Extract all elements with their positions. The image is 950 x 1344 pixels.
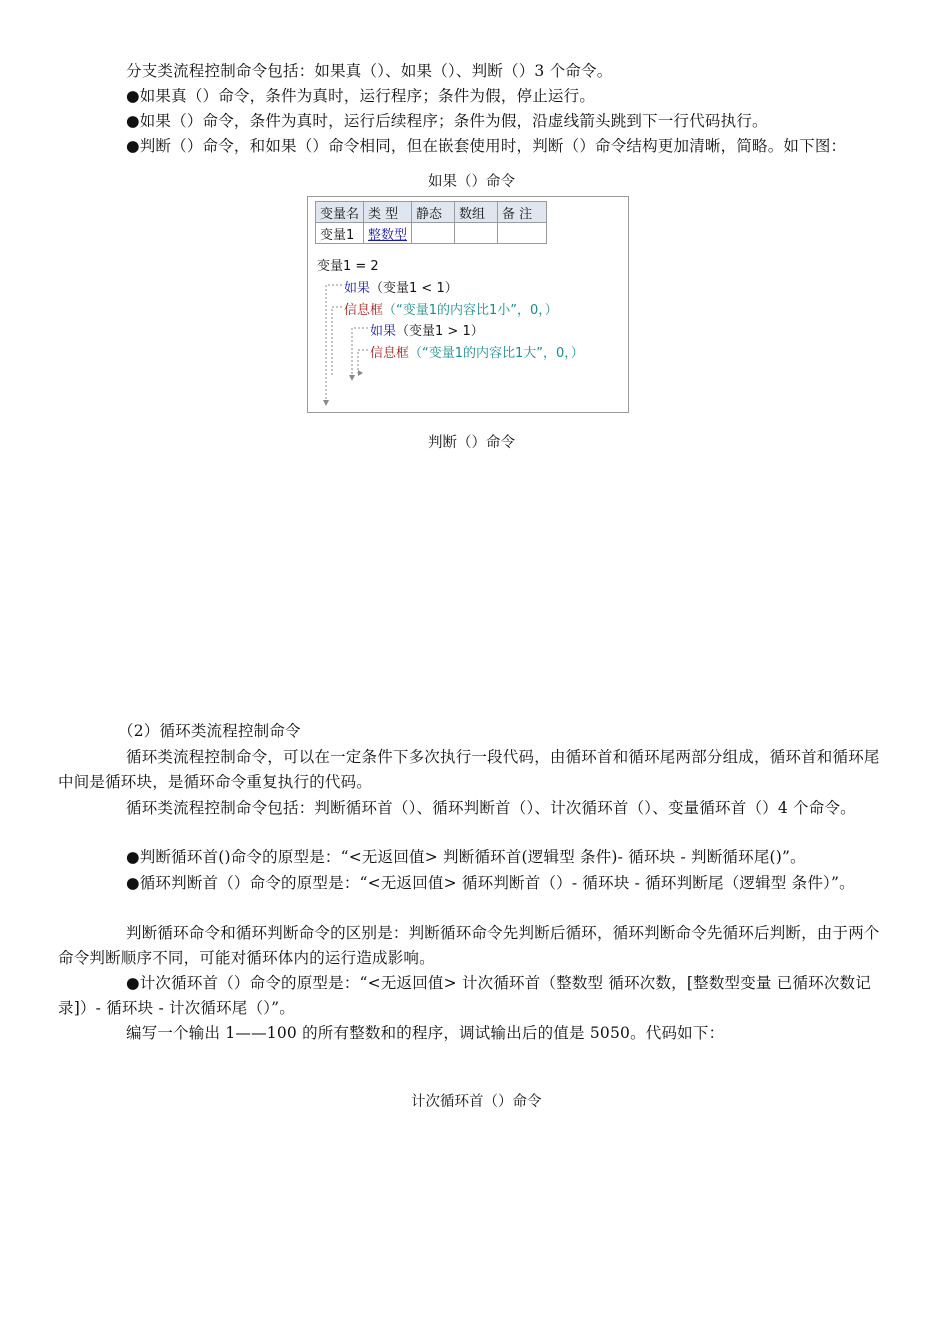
paragraph-loop-list: 循环类流程控制命令包括：判断循环首（）、循环判断首（）、计次循环首（）、变量循环首（）4 个命令。 — [126, 799, 856, 817]
bullet-jicixunhuan: ●计次循环首（）命令的原型是：“<无返回值> 计次循环首（整数型 循环次数，[整数型变量 已循环次数记录]）- 循环块 - 计次循环尾（）”。 — [58, 974, 871, 1017]
paragraph-branch-intro: 分支类流程控制命令包括：如果真（）、如果（）、判断（）3 个命令。 — [126, 62, 613, 80]
arrow-right-inner — [358, 370, 363, 376]
caption-ruguo: 如果（）命令 — [428, 174, 515, 190]
bullet-panduanxunhuan: ●判断循环首()命令的原型是：“<无返回值> 判断循环首(逻辑型 条件)- 循环块 - 判断循环尾()”。 — [126, 848, 806, 866]
cell-varname: 变量1 — [316, 223, 364, 244]
arrow-down-inner — [349, 375, 355, 381]
arrow-down-outer — [323, 400, 329, 406]
bullet-xunhuanpanduan: ●循环判断首（）命令的原型是：“<无返回值> 循环判断首（）- 循环块 - 循环判断尾（逻辑型 条件）”。 — [126, 874, 855, 892]
header-type: 类 型 — [364, 202, 412, 223]
paragraph-example: 编写一个输出 1——100 的所有整数和的程序，调试输出后的值是 5050。代码如下： — [126, 1024, 725, 1042]
section-heading-loop: （2）循环类流程控制命令 — [118, 722, 301, 740]
header-static: 静态 — [412, 202, 455, 223]
keyword-ruguo-1: 如果 — [344, 281, 371, 296]
paragraph-loop-diff: 判断循环命令和循环判断命令的区别是：判断循环命令先判断后循环，循环判断命令先循环后判断，由于两个命令判断顺序不同，可能对循环体内的运行造成影响。 — [58, 924, 880, 967]
bullet-panduan: ●判断（）命令，和如果（）命令相同，但在嵌套使用时，判断（）命令结构更加清晰，简略。如下图： — [126, 137, 847, 155]
header-varname: 变量名 — [316, 202, 364, 223]
flow-arrows — [308, 197, 628, 412]
code-figure — [307, 196, 629, 413]
msgbox-args-1: （“变量1的内容比1小”，0，） — [383, 303, 558, 318]
condition-1: （变量1 < 1） — [370, 281, 458, 296]
type-link[interactable]: 整数型 — [368, 227, 408, 243]
caption-panduan: 判断（）命令 — [428, 435, 515, 451]
keyword-ruguo-2: 如果 — [370, 324, 397, 339]
header-remark: 备 注 — [498, 202, 547, 223]
function-msgbox-1: 信息框 — [344, 303, 384, 318]
function-msgbox-2: 信息框 — [370, 346, 410, 361]
bullet-ruguozhen: ●如果真（）命令，条件为真时，运行程序；条件为假，停止运行。 — [126, 87, 596, 105]
bullet-ruguo: ●如果（）命令，条件为真时，运行后续程序；条件为假，沿虚线箭头跳到下一行代码执行。 — [126, 112, 768, 130]
header-array: 数组 — [455, 202, 498, 223]
code-assign: 变量1 = 2 — [317, 259, 379, 274]
caption-jicixunhuan: 计次循环首（）命令 — [411, 1094, 542, 1110]
msgbox-args-2: （“变量1的内容比1大”，0，） — [409, 346, 584, 361]
paragraph-loop-intro: 循环类流程控制命令，可以在一定条件下多次执行一段代码，由循环首和循环尾两部分组成，循环首和循环尾中间是循环块，是循环命令重复执行的代码。 — [58, 748, 880, 791]
condition-2: （变量1 > 1） — [396, 324, 484, 339]
